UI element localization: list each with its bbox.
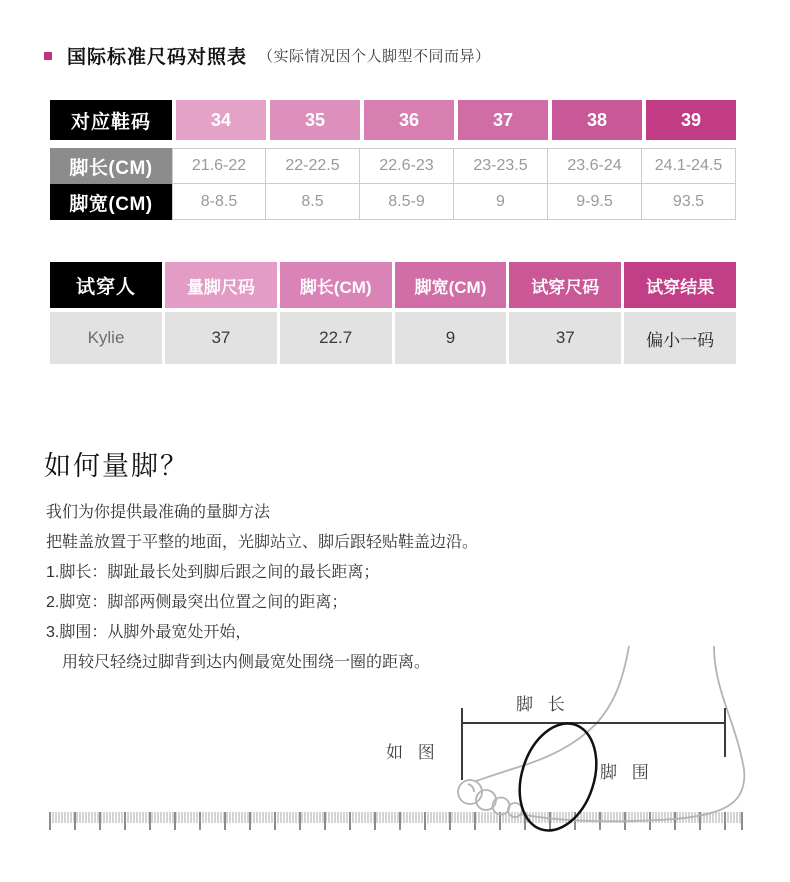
size-table-body <box>50 148 736 220</box>
size-header-value: 37 <box>458 100 548 140</box>
fit-header-cell <box>277 262 392 308</box>
size-value-cell: 8.5-9 <box>360 184 454 220</box>
guide-text <box>46 498 478 678</box>
size-table-corner-label: 对应鞋码 <box>50 100 172 140</box>
foot-girth-label: 脚 围 <box>600 763 654 782</box>
size-row-label: 脚长(CM) <box>50 148 172 184</box>
fit-value-cell <box>162 312 277 364</box>
fit-value: 37 <box>509 312 621 364</box>
fit-value-cell <box>506 312 621 364</box>
fit-header-label: 脚长(CM) <box>280 262 392 308</box>
fit-header-label: 试穿结果 <box>624 262 736 308</box>
guide-line: 用较尺轻绕过脚背到达内侧最宽处围绕一圈的距离。 <box>62 654 431 671</box>
size-value-cell: 23-23.5 <box>454 148 548 184</box>
size-header-37 <box>454 100 548 140</box>
size-header-value: 35 <box>270 100 360 140</box>
size-header-39 <box>642 100 736 140</box>
size-table-header-row <box>50 100 736 140</box>
fit-value: 37 <box>165 312 277 364</box>
ruler-graphic <box>50 812 742 830</box>
fit-table-corner-label: 试穿人 <box>50 262 162 308</box>
section-title: 国际标准尺码对照表 <box>67 47 248 68</box>
fit-value-cell <box>621 312 736 364</box>
size-row-label: 脚宽(CM) <box>50 184 172 220</box>
guide-line: 1.脚长：脚趾最长处到脚后跟之间的最长距离； <box>46 564 380 581</box>
fit-header-cell <box>621 262 736 308</box>
size-table-row <box>50 148 736 184</box>
foot-length-measure-lines <box>462 708 725 780</box>
size-value-cell: 9-9.5 <box>548 184 642 220</box>
section-title-row <box>44 42 491 69</box>
bullet-square-icon <box>44 52 52 60</box>
fit-tester-name: Kylie <box>50 312 162 364</box>
fit-header-label: 脚宽(CM) <box>395 262 507 308</box>
how-to-measure-heading: 如何量脚？ <box>44 451 189 481</box>
guide-line: 2.脚宽：脚部两侧最突出位置之间的距离； <box>46 594 348 611</box>
fit-header-cell <box>506 262 621 308</box>
size-value-cell: 21.6-22 <box>172 148 266 184</box>
fit-header-cell <box>392 262 507 308</box>
size-header-34 <box>172 100 266 140</box>
as-shown-label: 如 图 <box>386 743 440 762</box>
size-header-value: 39 <box>646 100 736 140</box>
size-value-cell: 93.5 <box>642 184 736 220</box>
fit-table-body-row <box>50 312 736 364</box>
fit-value-cell <box>392 312 507 364</box>
size-header-value: 34 <box>176 100 266 140</box>
size-conversion-table <box>50 100 736 220</box>
fit-header-label: 量脚尺码 <box>165 262 277 308</box>
foot-outline-drawing <box>458 646 744 821</box>
foot-length-label: 脚 长 <box>516 695 570 714</box>
size-value-cell: 22.6-23 <box>360 148 454 184</box>
guide-line: 把鞋盖放置于平整的地面，光脚站立、脚后跟轻贴鞋盖边沿。 <box>46 534 479 551</box>
size-value-cell: 8-8.5 <box>172 184 266 220</box>
size-value-cell: 24.1-24.5 <box>642 148 736 184</box>
fit-value-cell <box>277 312 392 364</box>
guide-line: 我们为你提供最准确的量脚方法 <box>46 504 271 521</box>
section-subtitle: （实际情况因个人脚型不同而异） <box>258 48 491 65</box>
size-table-row <box>50 184 736 220</box>
size-value-cell: 23.6-24 <box>548 148 642 184</box>
fit-test-table <box>50 262 736 364</box>
size-header-36 <box>360 100 454 140</box>
size-header-value: 38 <box>552 100 642 140</box>
foot-girth-ellipse <box>507 714 609 841</box>
fit-header-cell <box>162 262 277 308</box>
guide-line: 3.脚围：从脚外最宽处开始， <box>46 624 252 641</box>
fit-header-label: 试穿尺码 <box>509 262 621 308</box>
size-value-cell: 8.5 <box>266 184 360 220</box>
fit-value: 9 <box>395 312 507 364</box>
fit-value: 22.7 <box>280 312 392 364</box>
fit-table-header-row <box>50 262 736 308</box>
size-value-cell: 9 <box>454 184 548 220</box>
size-header-38 <box>548 100 642 140</box>
fit-value: 偏小一码 <box>624 312 736 364</box>
size-header-value: 36 <box>364 100 454 140</box>
size-header-35 <box>266 100 360 140</box>
size-value-cell: 22-22.5 <box>266 148 360 184</box>
